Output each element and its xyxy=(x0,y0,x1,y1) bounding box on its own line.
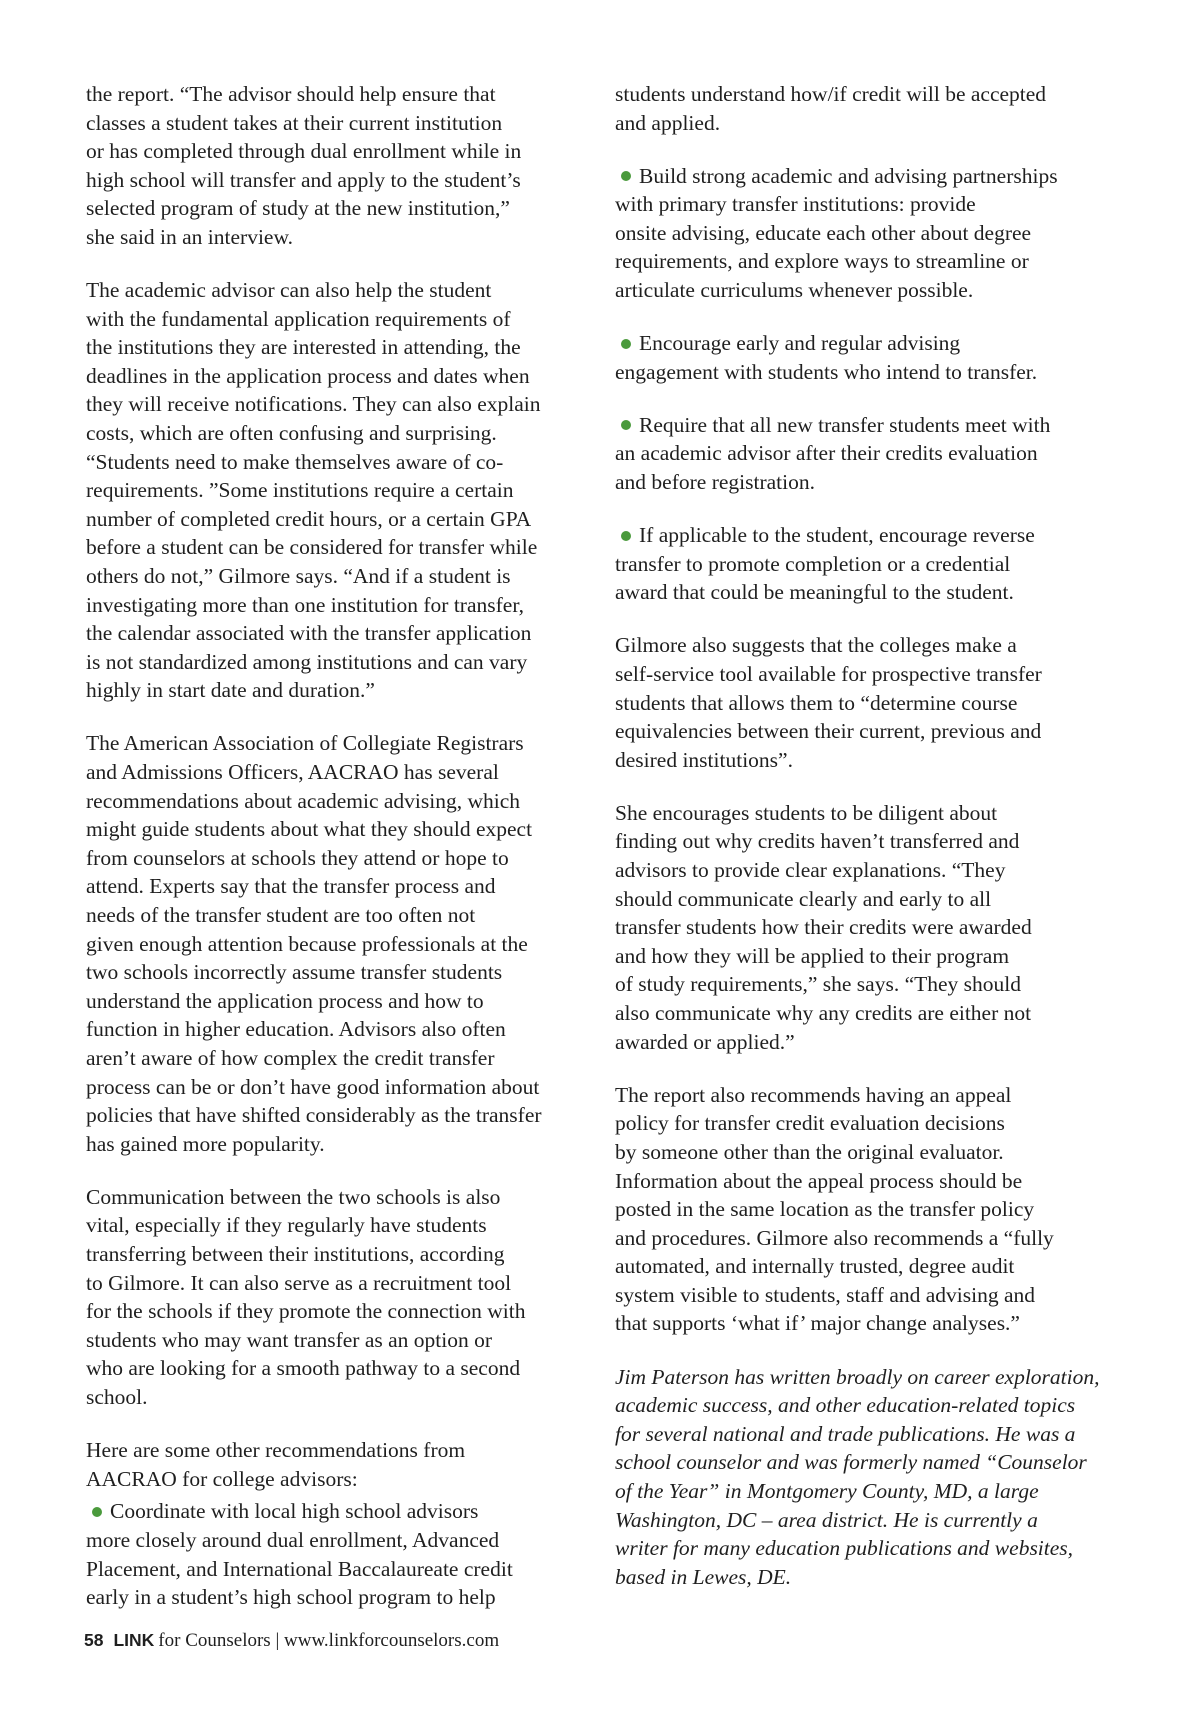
bullet-item xyxy=(86,1497,591,1611)
page-number: 58 xyxy=(84,1630,104,1650)
publication-info: for Counselors | www.linkforcounselors.com xyxy=(158,1630,500,1651)
paragraph: Communication between the two schools is also vital, especially if they regularly have students transferring between their institutions, according to Gilmore. It can also serve as a recruitment tool for the schools if they promote the connection with students who may want transfer as an option or who are looking for a smooth pathway to a second school. xyxy=(86,1184,526,1410)
paragraph: Here are some other recommendations from AACRAO for college advisors: xyxy=(86,1438,466,1491)
bullet-text: If applicable to the student, encourage reverse transfer to promote completion or a credential award that could be meaningful to the student. xyxy=(615,523,1035,605)
bullet-item xyxy=(615,521,1120,607)
bullet-item xyxy=(615,162,1120,305)
paragraph: Gilmore also suggests that the colleges make a self-service tool available for prospective transfer students that allows them to “determine course equivalencies between their current, previous and desired institutions”. xyxy=(615,633,1042,772)
bullet-text: Require that all new transfer students meet with an academic advisor after their credits evaluation and before registration. xyxy=(615,412,1051,495)
bullet-dot-icon xyxy=(621,171,631,181)
author-bio: Jim Paterson has written broadly on career exploration, academic success, and other education-related topics for several national and trade publications. He was a school counselor and was formerly named “Counselor of the Year” in Montgomery County, MD, a large Washington, DC – area district. He is currently a writer for many education publications and websites, based in Lewes, DE. xyxy=(615,1364,1100,1589)
bullet-dot-icon xyxy=(621,531,631,541)
page-footer xyxy=(84,1628,499,1653)
bullet-item xyxy=(615,411,1120,497)
bullet-dot-icon xyxy=(621,420,631,430)
right-column xyxy=(615,80,1120,1591)
paragraph: The academic advisor can also help the student with the fundamental application requirements of the institutions they are interested in attending, the deadlines in the application process and dates when they will receive notifications. They can also explain costs, which are often confusing and surprising. “Students need to make themselves aware of co- requirements. ”Some institutions require a certain number of completed credit hours, or a certain GPA before a student can be considered for transfer while others do not,” Gilmore says. “And if a student is investigating more than one institution for transfer, the calendar associated with the transfer application is not standardized among institutions and can vary highly in start date and duration.” xyxy=(86,278,541,703)
bullet-text: Encourage early and regular advising engagement with students who intend to transfer. xyxy=(615,331,1038,384)
paragraph: The report also recommends having an appeal policy for transfer credit evaluation decisions by someone other than the original evaluator. Information about the appeal process should be posted in the same location as the transfer policy and procedures. Gilmore also recommends a “fully automated, and internally trusted, degree audit system visible to students, staff and advising and that supports ‘what if’ major change analyses.” xyxy=(615,1082,1054,1336)
bullet-dot-icon xyxy=(621,339,631,349)
paragraph: the report. “The advisor should help ensure that classes a student takes at their current institution or has completed through dual enrollment while in high school will transfer and apply to the student’s selected program of study at the new institution,” she said in an interview. xyxy=(86,82,522,249)
paragraph: The American Association of Collegiate Registrars and Admissions Officers, AACRAO has several recommendations about academic advising, which might guide students about what they should expect from counselors at schools they attend or hope to attend. Experts say that the transfer process and needs of the transfer student are too often not given enough attention because professionals at the two schools incorrectly assume transfer students understand the application process and how to function in higher education. Advisors also often aren’t aware of how complex the credit transfer process can be or don’t have good information about policies that have shifted considerably as the transfer has gained more popularity. xyxy=(86,731,542,1156)
left-column xyxy=(86,80,591,1636)
paragraph: She encourages students to be diligent about finding out why credits haven’t transferred and advisors to provide clear explanations. “They should communicate clearly and early to all transfer students how their credits were awarded and how they will be applied to their program of study requirements,” she says. “They should also communicate why any credits are either not awarded or applied.” xyxy=(615,800,1032,1054)
paragraph: students understand how/if credit will be accepted and applied. xyxy=(615,82,1047,135)
bullet-text: Coordinate with local high school advisors more closely around dual enrollment, Advanced Placement, and International Baccalaureate credit early in a student’s high school program to help xyxy=(86,1499,513,1610)
bullet-item xyxy=(615,329,1120,386)
bullet-dot-icon xyxy=(92,1507,102,1517)
brand-name: LINK xyxy=(113,1630,155,1650)
bullet-text: Build strong academic and advising partnerships with primary transfer institutions: provide onsite advising, educate each other about degree requirements, and explore ways to streamline or articulate curriculums whenever possible. xyxy=(615,163,1058,303)
